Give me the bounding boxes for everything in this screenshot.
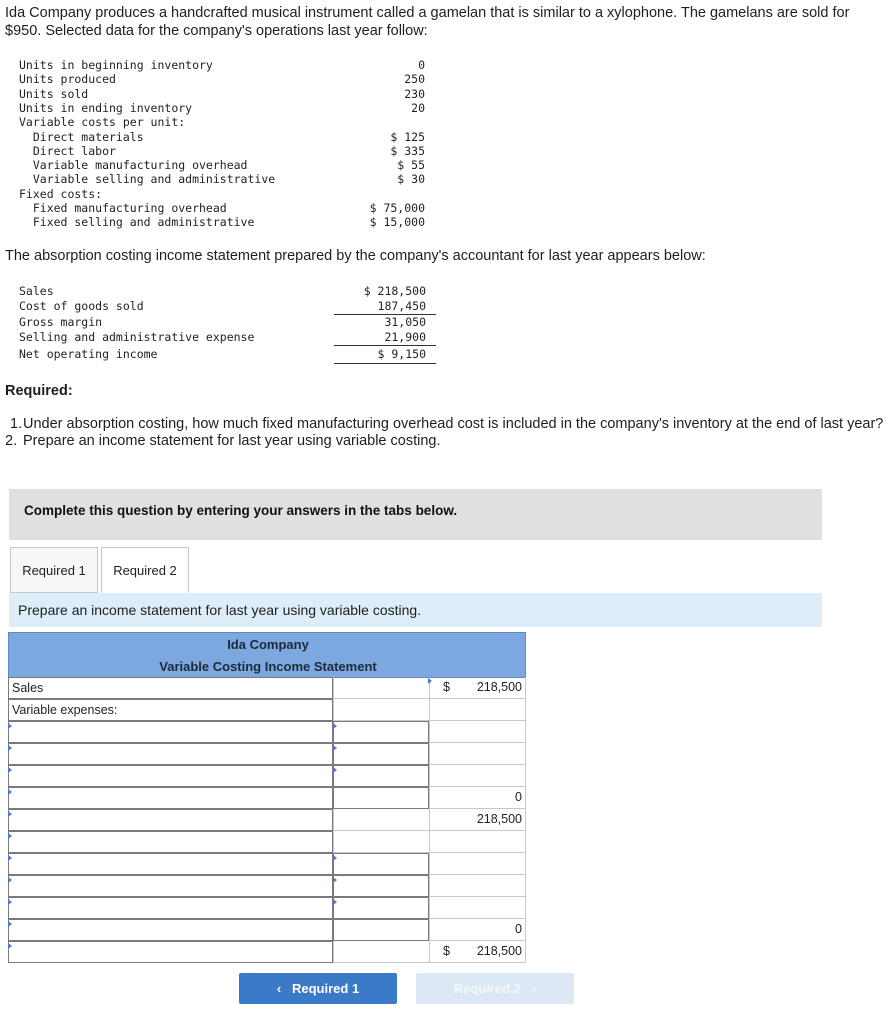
input-marker — [8, 833, 12, 839]
total-cell — [429, 809, 526, 831]
data-label: Units in ending inventory — [19, 100, 193, 115]
input-marker — [333, 745, 337, 751]
table-row — [8, 809, 526, 831]
total-cell — [429, 787, 526, 809]
absorption-income-statement — [19, 284, 439, 366]
label-input[interactable] — [8, 941, 333, 963]
input-marker — [8, 723, 12, 729]
input-marker — [8, 877, 12, 883]
prev-required-button[interactable] — [239, 973, 397, 1004]
data-label: Variable manufacturing overhead — [19, 158, 248, 173]
total-cell — [429, 919, 526, 941]
label-input[interactable] — [8, 919, 333, 941]
is-value: 31,050 — [384, 315, 426, 329]
input-marker — [333, 855, 337, 861]
input-marker — [333, 899, 337, 905]
table-row — [8, 699, 526, 721]
total-cell — [429, 743, 526, 765]
is-label: Sales — [19, 284, 54, 298]
amount-cell — [333, 809, 429, 831]
table-row — [8, 677, 526, 699]
input-marker — [8, 943, 12, 949]
label-input[interactable]: Variable expenses: — [8, 699, 333, 721]
data-value: 250 — [404, 72, 425, 87]
input-marker — [333, 723, 337, 729]
problem-intro: Ida Company produces a handcrafted musical instrument called a gamelan that is similar to a xylophone. The gamelans are sold for $950. Selected data for the company's operations last year follow: — [5, 5, 850, 39]
prev-button-label: Required 1 — [292, 981, 360, 996]
data-value: $ 335 — [390, 143, 425, 158]
instruction-text: Complete this question by entering your answers in the tabs below. — [24, 503, 458, 518]
total-cell — [429, 897, 526, 919]
label-input[interactable]: Sales — [8, 677, 333, 699]
total-cell — [429, 699, 526, 721]
requirement-item — [5, 416, 890, 433]
requirement-number: 1. — [10, 416, 23, 432]
table-row — [8, 831, 526, 853]
operations-data-table — [19, 58, 439, 233]
data-label: Variable selling and administrative — [19, 172, 276, 187]
input-marker — [8, 855, 12, 861]
table-row — [8, 743, 526, 765]
table-row — [8, 853, 526, 875]
input-marker — [428, 678, 432, 684]
total-cell — [429, 853, 526, 875]
requirement-number: 2. — [5, 433, 18, 449]
table-row — [8, 919, 526, 941]
amount-cell — [333, 941, 429, 963]
amount-input[interactable] — [333, 721, 429, 743]
data-value: 0 — [418, 58, 425, 72]
data-value: $ 55 — [397, 158, 425, 173]
amount-cell — [333, 699, 429, 721]
underline — [334, 345, 436, 346]
input-marker — [8, 811, 12, 817]
table-row — [8, 897, 526, 919]
statement-header — [8, 632, 526, 678]
amount-input[interactable] — [333, 765, 429, 787]
data-value: $ 125 — [390, 129, 425, 144]
tab-required-2[interactable]: Required 2 — [101, 547, 189, 593]
data-label: Fixed costs: — [19, 186, 103, 201]
data-value: $ 75,000 — [369, 201, 425, 215]
data-label: Units in beginning inventory — [19, 58, 213, 72]
next-required-button[interactable] — [416, 973, 574, 1004]
input-marker — [333, 767, 337, 773]
total-cell — [429, 875, 526, 897]
is-value: $ 218,500 — [363, 284, 426, 298]
data-label: Direct materials — [19, 129, 144, 144]
total-cell — [429, 677, 526, 699]
data-label: Direct labor — [19, 143, 116, 158]
dollar-sign: $ — [443, 680, 450, 694]
chevron-right-icon: › — [531, 981, 537, 996]
table-row — [8, 875, 526, 897]
tab-prompt — [9, 593, 822, 627]
label-input[interactable] — [8, 765, 333, 787]
data-label: Units produced — [19, 72, 116, 87]
instruction-banner — [9, 489, 822, 540]
requirement-item — [5, 433, 890, 450]
data-label: Fixed selling and administrative — [19, 215, 255, 230]
table-row — [8, 787, 526, 809]
total-value: 0 — [515, 922, 522, 936]
is-value: 21,900 — [384, 329, 426, 344]
total-cell — [429, 831, 526, 853]
data-label: Variable costs per unit: — [19, 115, 186, 130]
total-cell — [429, 721, 526, 743]
data-label: Units sold — [19, 86, 89, 101]
data-value: $ 15,000 — [369, 215, 425, 230]
total-value: 218,500 — [476, 944, 522, 958]
is-label: Gross margin — [19, 315, 103, 329]
data-value: 230 — [404, 86, 425, 101]
input-marker — [8, 789, 12, 795]
absorption-intro: The absorption costing income statement prepared by the company's accountant for last year appears below: — [5, 248, 706, 264]
label-input[interactable] — [8, 809, 333, 831]
amount-input[interactable] — [333, 787, 429, 809]
dollar-sign: $ — [443, 944, 450, 958]
total-value: 218,500 — [476, 812, 522, 826]
label-input[interactable] — [8, 787, 333, 809]
total-cell — [429, 941, 526, 963]
table-row — [8, 721, 526, 743]
required-heading: Required: — [5, 383, 73, 399]
is-value: 187,450 — [377, 299, 426, 313]
next-button-label: Required 2 — [453, 981, 521, 996]
amount-cell — [333, 831, 429, 853]
is-label: Cost of goods sold — [19, 299, 144, 313]
label-input[interactable] — [8, 897, 333, 919]
company-name: Ida Company — [227, 637, 309, 652]
data-value: $ 30 — [397, 172, 425, 187]
data-label: Fixed manufacturing overhead — [19, 201, 227, 215]
label-input[interactable] — [8, 853, 333, 875]
table-row — [8, 941, 526, 963]
requirement-text: Prepare an income statement for last year using variable costing. — [23, 433, 441, 449]
amount-input[interactable] — [333, 853, 429, 875]
input-marker — [8, 921, 12, 927]
input-marker — [8, 899, 12, 905]
tab-required-1[interactable]: Required 1 — [10, 547, 98, 593]
input-marker — [8, 745, 12, 751]
label-input[interactable] — [8, 831, 333, 853]
amount-input[interactable] — [333, 875, 429, 897]
prompt-text: Prepare an income statement for last year using variable costing. — [18, 602, 422, 618]
label-input[interactable] — [8, 721, 333, 743]
statement-title: Variable Costing Income Statement — [159, 659, 377, 674]
amount-input[interactable] — [333, 919, 429, 941]
total-cell — [429, 765, 526, 787]
label-input[interactable] — [8, 743, 333, 765]
is-label: Selling and administrative expense — [19, 329, 255, 344]
amount-cell — [333, 677, 429, 699]
table-row — [8, 765, 526, 787]
is-label: Net operating income — [19, 347, 158, 361]
amount-input[interactable] — [333, 743, 429, 765]
amount-input[interactable] — [333, 897, 429, 919]
input-marker — [8, 767, 12, 773]
input-marker — [333, 877, 337, 883]
label-input[interactable] — [8, 875, 333, 897]
total-value: 0 — [515, 790, 522, 804]
requirement-text: Under absorption costing, how much fixed manufacturing overhead cost is included in the company's inventory at the end of last year? — [23, 416, 884, 432]
double-underline — [334, 363, 436, 364]
data-value: 20 — [411, 100, 425, 115]
is-value: $ 9,150 — [377, 347, 426, 361]
chevron-left-icon: ‹ — [276, 981, 282, 996]
total-value: 218,500 — [476, 680, 522, 694]
requirements-list — [5, 416, 890, 450]
